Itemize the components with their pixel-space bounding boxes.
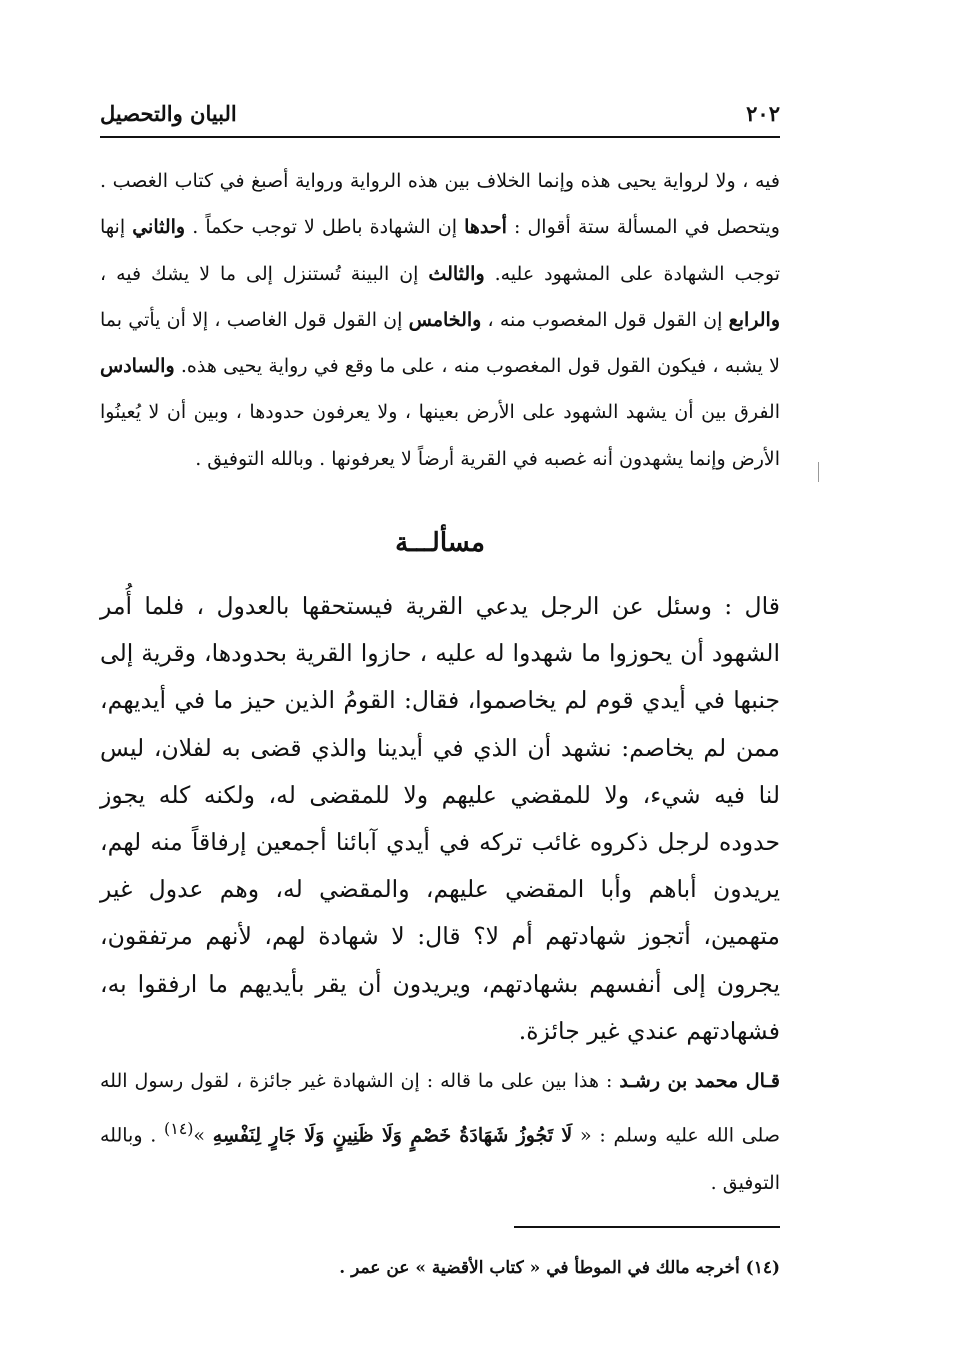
page-number: ٢٠٢ — [746, 100, 780, 126]
margin-mark — [818, 462, 819, 482]
text-span: » — [193, 1124, 213, 1147]
text-span: إن البينة تُستنزل إلى ما لا يشك فيه ، — [100, 262, 429, 285]
text-span: الفرق بين أن يشهد الشهود على الأرض بعينها ، ولا يعرفون حدودها ، وبين أن لا يُعينُوا الأرض وإنما يشهدون أنه غصبه في القرية أرضاً لا يعرفونها . وبالله التوفيق . — [100, 401, 780, 470]
footnote: (١٤) أخرجه مالك في الموطأ في « كتاب الأقضية » عن عمر . — [339, 1258, 780, 1278]
text-span: إنها توجب الشهادة على المشهود عليه. — [100, 216, 780, 285]
bold-term: أحدها — [464, 216, 507, 239]
bold-term: والثاني — [132, 216, 186, 239]
text-span: فيه ، ولا لرواية يحيى هذه وإنما الخلاف بين هذه الرواية ورواية أصبغ في كتاب الغصب . ويتحصل في المسألة ستة أقوال : — [100, 170, 780, 239]
text-span: . وبالله التوفيق . — [100, 1124, 780, 1195]
bold-term: والثالث — [428, 262, 485, 285]
bold-term: والسادس — [100, 355, 175, 378]
commentary-paragraph — [100, 1057, 780, 1207]
footnote-divider — [514, 1226, 780, 1228]
paragraph-opinions — [100, 158, 780, 482]
hadith-quote: لَا تَجُوزُ شَهَادَةُ خَصْمٍ وَلَا ظَنِينٍ وَلَا جَارٍ لِنَفْسِهِ — [212, 1124, 573, 1147]
text-span: إن الشهادة باطل لا توجب حكماً . — [185, 216, 465, 239]
bold-term: والرابع — [728, 308, 780, 331]
footnote-ref: (١٤) — [164, 1119, 194, 1138]
text-span: إن القول قول الغاصب ، إلا أن يأتي بما لا يشبه ، فيكون القول قول المغصوب منه ، على ما وقع في رواية يحيى هذه. — [100, 308, 780, 378]
running-title: البيان والتحصيل — [100, 100, 237, 126]
section-heading: مسألـــة — [395, 528, 485, 558]
bold-term: والخامس — [408, 308, 482, 331]
question-paragraph: قال : وسئل عن الرجل يدعي القرية فيستحقها بالعدول ، فلما أُمر الشهود أن يحوزوا ما شهدوا له عليه ، حازوا القرية بحدودها، وقرية إلى جنبها في أيدي قوم لم يخاصموا، فقال: القومُ الذين حيز ما في أيديهم، ممن لم يخاصم: نشهد أن الذي في أيدينا والذي قضى به لفلان، ليس لنا فيه شيء، ولا للمقضي عليهم ولا للمقضى له، ولكنه كله يجوز حدوده لرجل ذكروه غائب تركه في أيدي آبائنا أجمعين إرفاقاً منه لهم، يريدون أباهم وأبا المقضي عليهم، والمقضي له، وهم عدول غير متهمين، أتجوز شهادتهم أم لا؟ قال: لا شهادة لهم، لأنهم مرتفقون، يجرون إلى أنفسهم بشهادتهم، ويريدون أن يقر بأيديهم ما ارفقوا به، فشهادتهم عندي غير جائزة. — [100, 592, 780, 1045]
text-span: إن القول قول المغصوب منه ، — [481, 308, 729, 331]
text-span: : هذا بين على ما قاله : إن الشهادة غير جائزة ، لقول رسول الله صلى الله عليه وسلم : « — [100, 1070, 780, 1147]
author-name: قـال محمد بن رشـد — [619, 1070, 781, 1092]
page-header — [100, 96, 780, 138]
